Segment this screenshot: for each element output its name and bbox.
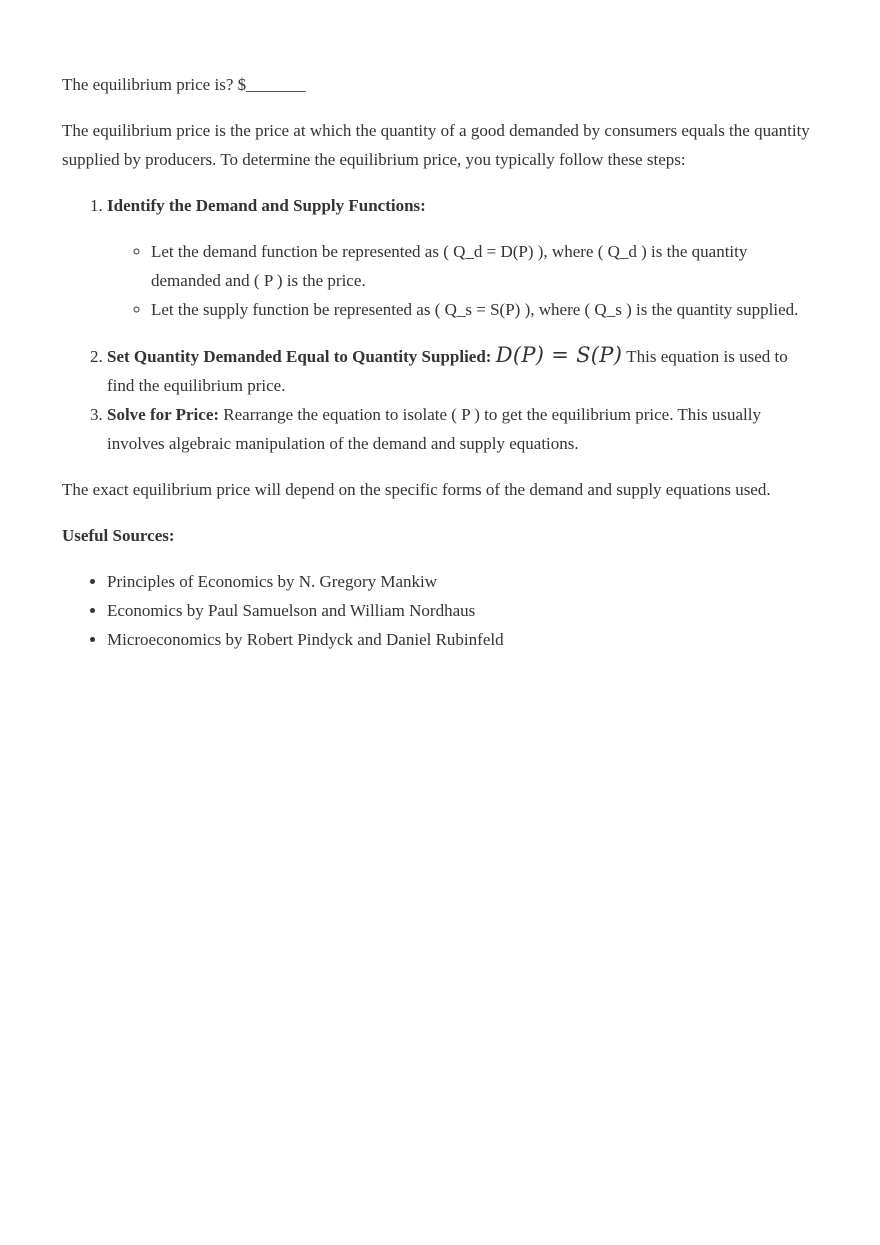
step-item (107, 400, 818, 458)
steps-list (62, 191, 818, 458)
step-text: This equation is used to find the equilibrium price. (107, 347, 788, 395)
step-text: Rearrange the equation to isolate ( P ) to get the equilibrium price. This usually involves algebraic manipulation of the demand and supply equations. (107, 405, 762, 453)
sources-heading: Useful Sources: (62, 526, 175, 545)
step-title: Solve for Price: (107, 405, 220, 424)
source-item: • Economics by Paul Samuelson and William Nordhaus (107, 596, 818, 625)
step-item (107, 191, 818, 324)
sub-bullet-list (107, 237, 818, 324)
step-title: Identify the Demand and Supply Functions: (107, 196, 426, 215)
intro-paragraph: The equilibrium price is the price at which the quantity of a good demanded by consumers equals the quantity supplied by producers. To determine the equilibrium price, you typically follow these steps: (62, 121, 810, 169)
sub-bullet-item: ◦ Let the demand function be represented as ( Q_d = D(P) ), where ( Q_d ) is the quantity demanded and ( P ) is the price. (151, 237, 818, 295)
equation: D(P) = S(P) (495, 343, 623, 367)
step-item (107, 341, 818, 400)
source-item: • Principles of Economics by N. Gregory Mankiw (107, 567, 818, 596)
sources-list (62, 567, 818, 654)
conclusion-paragraph: The exact equilibrium price will depend on the specific forms of the demand and supply equations used. (62, 480, 771, 499)
question-text: The equilibrium price is? $_______ (62, 75, 306, 94)
source-item: • Microeconomics by Robert Pindyck and Daniel Rubinfeld (107, 625, 818, 654)
step-title: Set Quantity Demanded Equal to Quantity Supplied: (107, 347, 492, 366)
sub-bullet-item: ◦ Let the supply function be represented as ( Q_s = S(P) ), where ( Q_s ) is the quantity supplied. (151, 295, 818, 324)
